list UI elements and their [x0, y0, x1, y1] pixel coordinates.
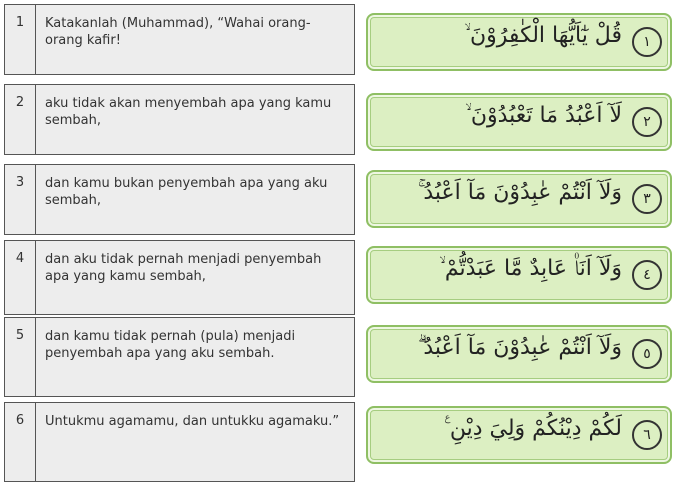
- table-row: [4, 164, 355, 235]
- row-number: 2: [5, 85, 36, 154]
- row-translation: dan kamu bukan penyembah apa yang aku sembah,: [45, 176, 328, 208]
- ayah-number-marker: ٣: [632, 184, 662, 214]
- arabic-verse-text: وَلَآ اَنْتُمْ عٰبِدُوْنَ مَآ اَعْبُدُ ۚ: [417, 180, 622, 205]
- verse-panel: [366, 13, 672, 71]
- table-row: [4, 402, 355, 482]
- row-number: 1: [5, 5, 36, 74]
- table-row: [4, 4, 355, 75]
- table-row: [4, 317, 355, 397]
- verse-panel: [366, 170, 672, 228]
- row-translation: aku tidak akan menyembah apa yang kamu sembah,: [45, 96, 332, 128]
- row-translation: Untukmu agamamu, dan untukku agamaku.”: [45, 414, 340, 429]
- ayah-number-marker: ١: [632, 27, 662, 57]
- verse-panel: [366, 406, 672, 464]
- arabic-verse-text: لَكُمْ دِيْنُكُمْ وَلِيَ دِيْنِ ࣖ: [444, 416, 622, 441]
- table-row: [4, 240, 355, 315]
- row-number: 3: [5, 165, 36, 234]
- row-translation: dan kamu tidak pernah (pula) menjadi penyembah apa yang aku sembah.: [45, 329, 296, 361]
- ayah-number-marker: ٦: [632, 420, 662, 450]
- table-row: [4, 84, 355, 155]
- arabic-verse-text: لَآ اَعْبُدُ مَا تَعْبُدُوْنَ ۙ: [465, 103, 622, 128]
- ayah-number-marker: ٢: [632, 107, 662, 137]
- arabic-verse-text: وَلَآ اَنَا۠ عَابِدٌ مَّا عَبَدْتُّمْ ۙ: [439, 256, 622, 281]
- verse-panel: [366, 325, 672, 383]
- arabic-verse-text: وَلَآ اَنْتُمْ عٰبِدُوْنَ مَآ اَعْبُدُ ۗ: [417, 335, 622, 360]
- ayah-number-marker: ٥: [632, 339, 662, 369]
- row-translation: dan aku tidak pernah menjadi penyembah apa yang kamu sembah,: [45, 252, 322, 284]
- row-number: 6: [5, 403, 36, 481]
- row-number: 5: [5, 318, 36, 396]
- ayah-number-marker: ٤: [632, 260, 662, 290]
- row-number: 4: [5, 241, 36, 314]
- verse-panel: [366, 246, 672, 304]
- arabic-verse-text: قُلْ يٰٓاَيُّهَا الْكٰفِرُوْنَ ۙ: [464, 23, 622, 48]
- verse-panel: [366, 93, 672, 151]
- row-translation: Katakanlah (Muhammad), “Wahai orang-orang kafir!: [45, 16, 311, 48]
